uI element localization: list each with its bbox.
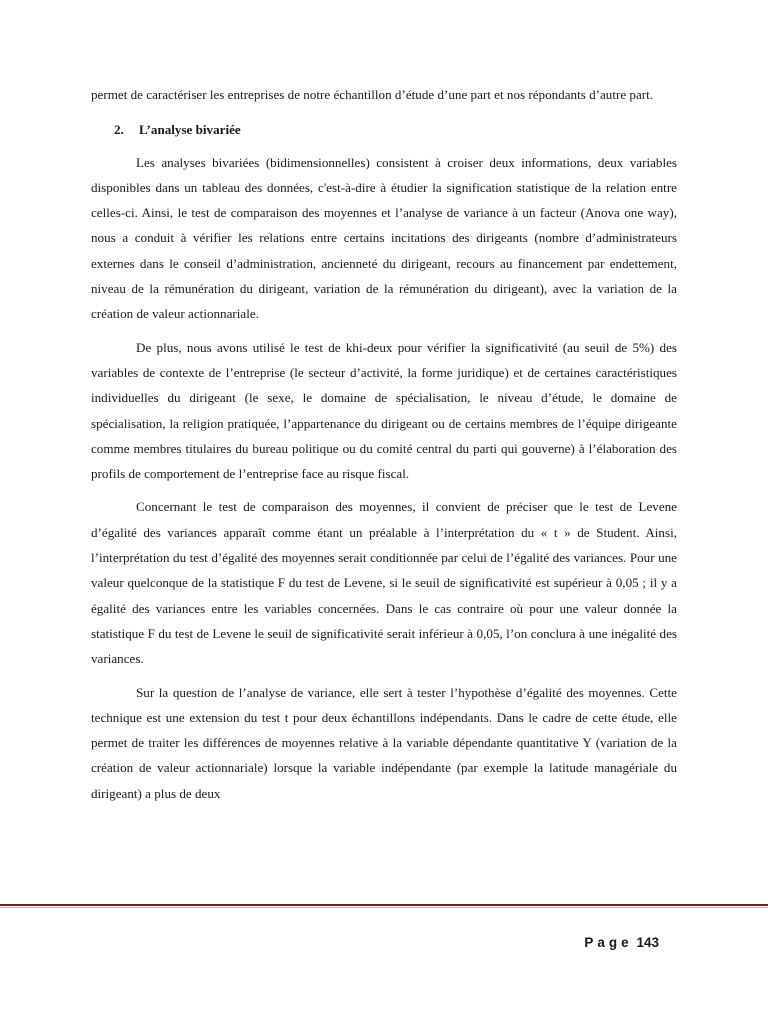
section-heading: [91, 117, 677, 142]
footer-divider: [0, 904, 768, 906]
page-footer: [584, 935, 659, 950]
paragraph-levene-test: Concernant le test de comparaison des moyennes, il convient de préciser que le test de Levene d’égalité des variances apparaît comme étant un préalable à l’interprétation du « t » de Student. Ainsi, l’interprétation du test d’égalité des moyennes serait conditionnée par celui de l’égalité des variances. Pour une valeur quelconque de la statistique F du test de Levene, si le seuil de significativité est supérieur à 0,05 ; il y a égalité des variances entre les variables concernées. Dans le cas contraire où pour une valeur donnée la statistique F du test de Levene le seuil de significativité serait inférieur à 0,05, l’on conclura à une inégalité des variances.: [91, 499, 677, 667]
section-number: 2.: [114, 122, 124, 138]
footer-divider-shadow: [0, 907, 768, 908]
intro-paragraph: permet de caractériser les entreprises de notre échantillon d’étude d’une part et nos répondants d’autre part.: [91, 87, 654, 102]
page-number: 143: [636, 935, 659, 950]
page-body: [91, 82, 677, 806]
page-label: Page: [584, 935, 633, 950]
paragraph-khi-deux-test: De plus, nous avons utilisé le test de khi-deux pour vérifier la significativité (au seuil de 5%) des variables de contexte de l’entreprise (le secteur d’activité, la forme juridique) et de certaines caractéristiques individuelles du dirigeant (le sexe, le domaine de spécialisation, le niveau d’étude, le domaine de spécialisation, la religion pratiquée, l’appartenance du dirigeant ou de certains membres de l’équipe dirigeante comme membres titulaires du bureau politique ou du comité central du parti qui gouverne) à l’élaboration des profils de comportement de l’entreprise face au risque fiscal.: [91, 339, 677, 482]
paragraph-variance-analysis: Sur la question de l’analyse de variance, elle sert à tester l’hypothèse d’égalité des moyennes. Cette technique est une extension du test t pour deux échantillons indépendants. Dans le cadre de cette étude, elle permet de traiter les différences de moyennes relative à la variable dépendante quantitative Y (variation de la création de valeur actionnariale) lorsque la variable indépendante (par exemple la latitude managériale du dirigeant) a plus de deux: [91, 684, 677, 801]
paragraph-bivariate-analysis: Les analyses bivariées (bidimensionnelles) consistent à croiser deux informations, deux variables disponibles dans un tableau des données, c'est-à-dire à étudier la signification statistique de la relation entre celles-ci. Ainsi, le test de comparaison des moyennes et l’analyse de variance à un facteur (Anova one way), nous a conduit à vérifier les relations entre certains incitations des dirigeants (nombre d’administrateurs externes dans le conseil d’administration, ancienneté du dirigeant, recours au financement par endettement, niveau de la rémunération du dirigeant, variation de la rémunération du dirigeant), avec la variation de la création de valeur actionnariale.: [91, 154, 677, 322]
section-title: L’analyse bivariée: [139, 122, 241, 138]
